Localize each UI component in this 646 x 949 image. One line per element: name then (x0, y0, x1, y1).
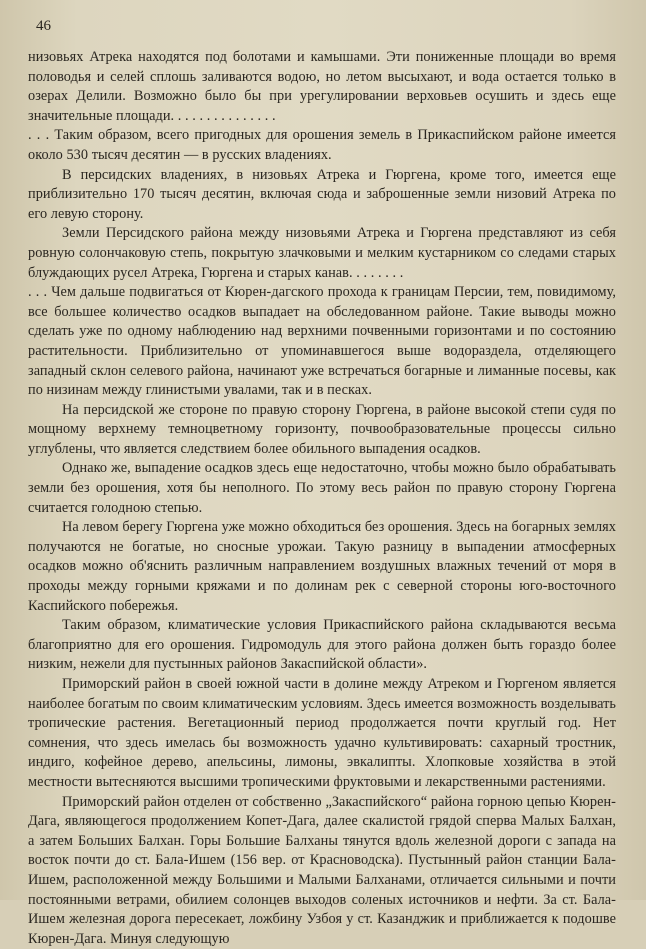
paragraph: В персидских владениях, в низовьях Атрека и Гюргена, кроме того, имеется еще приблизительно 170 тысяч десятин, включая сюда и заброшенные земли низовий Атрека по его левую сторону. (28, 166, 616, 222)
paragraph: На левом берегу Гюргена уже можно обходиться без орошения. Здесь на богарных землях получаются не богатые, но сносные урожаи. Такую разницу в выпадении атмосферных осадков можно об'яснить различным направлением воздушных влажных течений от моря в проходы между горными кряжами и по долинам рек с северной стороны юго-восточного Каспийского побережья. (28, 519, 616, 614)
body-text (28, 48, 616, 949)
paragraph: . . . Чем дальше подвигаться от Кюрен-дагского прохода к границам Персии, тем, повидимому, все большее количество осадков выпадает на обследованном районе. Такие выводы можно сделать уже по одному наблюдению над верхними почвенными горизонтами и по состоянию растительности. Приблизительно от упоминавшегося выше водораздела, отделяющего западный склон селевого района, начинают уже встречаться богарные и лиманные посевы, как по низинам между глинистыми увалами, так и в песках. (28, 284, 616, 399)
paragraph: Земли Персидского района между низовьями Атрека и Гюргена представляют из себя ровную солончаковую степь, покрытую злачковыми и мелким кустарником со следами старых блуждающих русел Атрека, Гюргена и старых канав. . . . . . . . (28, 225, 616, 281)
paragraph: низовьях Атрека находятся под болотами и камышами. Эти пониженные площади во время половодья и селей сплошь заливаются водою, но летом высыхают, и вода остается только в озерах Делили. Возможно было бы при урегулировании верховьев осушить и здесь еще значительные площади. . . . . . . . . . . . . . . (28, 49, 616, 124)
paragraph: Приморский район в своей южной части в долине между Атреком и Гюргеном является наиболее богатым по своим климатическим условиям. Здесь имеется возможность возделывать тропические растения. Вегетационный период продолжается почти круглый год. Нет сомнения, что здесь имелась бы возможность удачно культивировать: сахарный тростник, индиго, кофейное дерево, апельсины, лимоны, эвкалипты. Хлопковые хозяйства в этой местности вытесняются высшими тропическими фруктовыми и лекарственными растениями. (28, 676, 616, 790)
paragraph: Таким образом, климатические условия Прикаспийского района складываются весьма благоприятно для его орошения. Гидромодуль для этого района должен быть гораздо более низким, нежели для пустынных районов Закаспийской области». (28, 617, 616, 673)
paragraph: . . . Таким образом, всего пригодных для орошения земель в Прикаспийском районе имеется около 530 тысяч десятин — в русских владениях. (28, 127, 616, 163)
paragraph: На персидской же стороне по правую сторону Гюргена, в районе высокой степи судя по мощному верхнему темноцветному горизонту, почвообразовательные процессы сильно углублены, что является следствием более обильного выпадения осадков. (28, 401, 616, 457)
page-number: 46 (36, 18, 51, 34)
paragraph: Однако же, выпадение осадков здесь еще недостаточно, чтобы можно было обрабатывать земли без орошения, хотя бы неполного. По этому весь район по правую сторону Гюргена считается голодною степью. (28, 460, 616, 516)
paragraph: Приморский район отделен от собственно „Закаспийского“ района горною цепью Кюрен-Дага, являющегося продолжением Копет-Дага, далее скалистой грядой сперва Малых Балхан, а затем Больших Балхан. Горы Большие Балханы тянутся вдоль железной дороги с запада на восток почти до ст. Бала-Ишем (156 вер. от Красноводска). Пустынный район станции Бала-Ишем, расположенной между Большими и Малыми Балханами, отличается сильными и почти постоянными ветрами, обилием солонцев выходов соленых источников и нефти. За ст. Бала-Ишем железная дорога пересекает, ложбину Узбоя у ст. Казанджик и приближается к подошве Кюрен-Дага. Минуя следующую (28, 793, 616, 947)
